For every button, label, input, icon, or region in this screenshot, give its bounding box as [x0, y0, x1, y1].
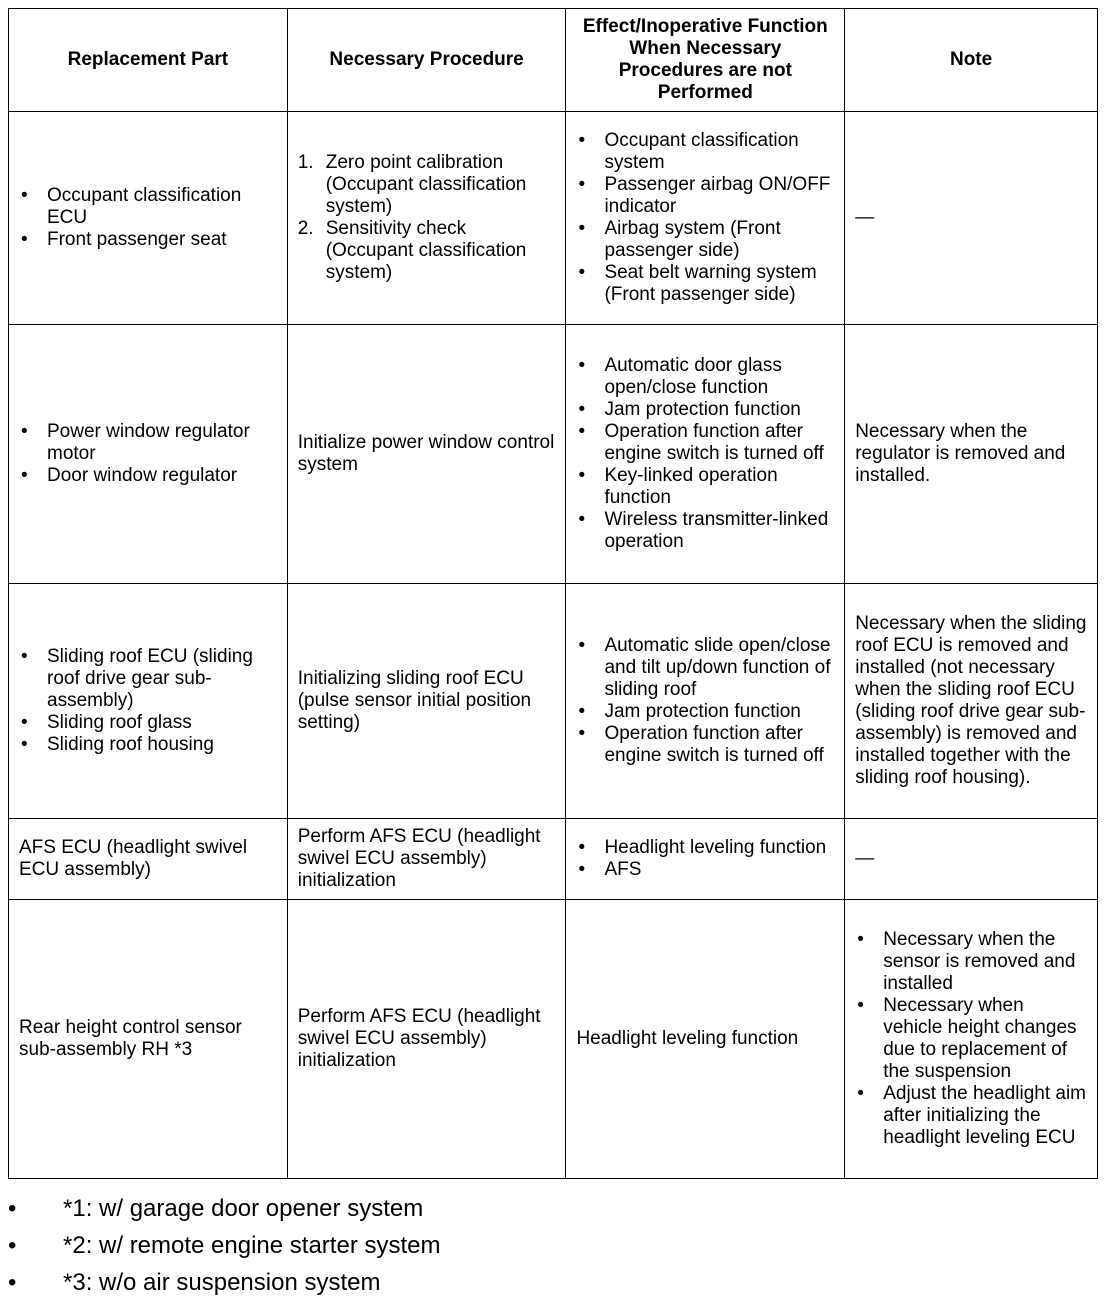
table-row	[9, 900, 1098, 1179]
cell-replacement-part: AFS ECU (headlight swivel ECU assembly)	[9, 819, 288, 900]
list-item: • Automatic door glass open/close function	[576, 355, 834, 399]
cell-note: Necessary when the sliding roof ECU is removed and installed (not necessary when the sliding roof ECU (sliding roof drive gear sub-assembly) is removed and installed together with the sliding roof housing).	[845, 584, 1098, 819]
list-item: 1. Zero point calibration (Occupant classification system)	[297, 152, 527, 217]
list-item: • Jam protection function	[576, 399, 834, 421]
cell-procedure: Initialize power window control system	[287, 325, 566, 584]
header-note: Note	[845, 9, 1098, 112]
table-row	[9, 584, 1098, 819]
table-row	[9, 325, 1098, 584]
list-item: • Airbag system (Front passenger side)	[576, 218, 834, 262]
cell-note: —	[845, 819, 1098, 900]
cell-effect	[566, 819, 845, 900]
cell-replacement-part: Rear height control sensor sub-assembly RH *3	[9, 900, 288, 1179]
list-item: • Sliding roof glass	[19, 712, 277, 734]
list-item: • Adjust the headlight aim after initializing the headlight leveling ECU	[855, 1083, 1087, 1149]
list-item: • Wireless transmitter-linked operation	[576, 509, 834, 553]
list-item: 2. Sensitivity check (Occupant classification system)	[297, 218, 527, 283]
list-item: • Front passenger seat	[19, 229, 277, 251]
cell-note	[845, 900, 1098, 1179]
list-item: • Jam protection function	[576, 701, 834, 723]
replacement-procedure-table	[8, 8, 1098, 1179]
list-item: • Headlight leveling function	[576, 837, 834, 859]
list-item: • Operation function after engine switch is turned off	[576, 421, 834, 465]
cell-procedure: Initializing sliding roof ECU (pulse sensor initial position setting)	[287, 584, 566, 819]
list-item: • AFS	[576, 859, 834, 881]
cell-replacement-part	[9, 325, 288, 584]
footnotes	[8, 1190, 440, 1301]
cell-effect	[566, 112, 845, 325]
cell-effect: Headlight leveling function	[566, 900, 845, 1179]
cell-note: Necessary when the regulator is removed and installed.	[845, 325, 1098, 584]
table-row	[9, 819, 1098, 900]
procedure-step-text: Sensitivity check (Occupant classification system)	[325, 218, 527, 283]
procedure-step-text: Zero point calibration (Occupant classification system)	[325, 152, 527, 217]
list-item: • Door window regulator	[19, 465, 277, 487]
cell-procedure: Perform AFS ECU (headlight swivel ECU assembly) initialization	[287, 819, 566, 900]
table-header-row	[9, 9, 1098, 112]
list-item: • Necessary when vehicle height changes due to replacement of the suspension	[855, 995, 1087, 1083]
cell-replacement-part	[9, 112, 288, 325]
cell-effect	[566, 325, 845, 584]
footnote-item: • *2: w/ remote engine starter system	[8, 1227, 440, 1264]
header-necessary-procedure: Necessary Procedure	[287, 9, 566, 112]
table-row	[9, 112, 1098, 325]
cell-note: —	[845, 112, 1098, 325]
cell-procedure: Perform AFS ECU (headlight swivel ECU assembly) initialization	[287, 900, 566, 1179]
list-item: • Sliding roof ECU (sliding roof drive gear sub-assembly)	[19, 646, 277, 712]
list-item: • Occupant classification ECU	[19, 185, 277, 229]
cell-replacement-part	[9, 584, 288, 819]
list-item: • Seat belt warning system (Front passenger side)	[576, 262, 834, 306]
header-effect: Effect/Inoperative Function When Necessary Procedures are not Performed	[566, 9, 845, 112]
cell-effect	[566, 584, 845, 819]
list-item: • Operation function after engine switch is turned off	[576, 723, 834, 767]
list-item: • Necessary when the sensor is removed and installed	[855, 929, 1087, 995]
footnote-item: • *1: w/ garage door opener system	[8, 1190, 440, 1227]
list-item: • Passenger airbag ON/OFF indicator	[576, 174, 834, 218]
cell-procedure	[287, 112, 566, 325]
list-item: • Automatic slide open/close and tilt up/down function of sliding roof	[576, 635, 834, 701]
list-item: • Power window regulator motor	[19, 421, 277, 465]
footnote-item: • *3: w/o air suspension system	[8, 1264, 440, 1301]
list-item: • Key-linked operation function	[576, 465, 834, 509]
header-replacement-part: Replacement Part	[9, 9, 288, 112]
list-item: • Sliding roof housing	[19, 734, 277, 756]
list-item: • Occupant classification system	[576, 130, 834, 174]
